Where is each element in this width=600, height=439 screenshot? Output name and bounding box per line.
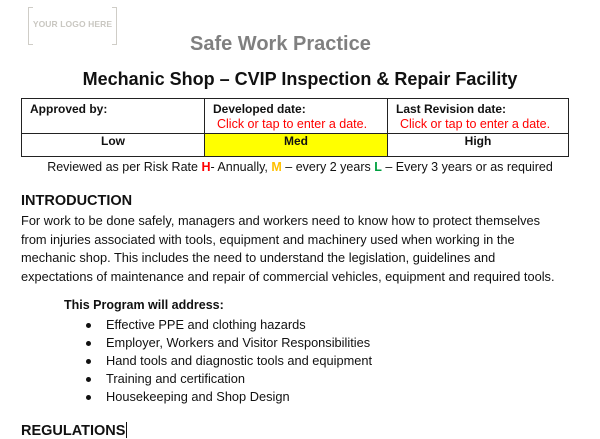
introduction-paragraph [21,212,591,286]
list-item-text: Effective PPE and clothing hazards [106,317,306,332]
document-category: Safe Work Practice [190,33,371,55]
meta-row-dates [22,99,569,134]
logo-text: YOUR LOGO HERE [32,19,113,29]
intro-line: For work to be done safely, managers and workers need to know how to protect themselves [21,213,541,228]
introduction-heading: INTRODUCTION [21,193,133,209]
risk-med-cell[interactable]: Med [205,134,388,157]
list-item [0,316,372,334]
text-cursor [126,422,127,438]
list-item-text: Training and certification [106,371,245,386]
risk-high-cell[interactable]: High [388,134,569,157]
review-schedule-text [0,160,600,174]
bullet-icon [86,377,91,382]
list-item [0,334,372,352]
intro-line: mechanic shop. This includes the need to understand the legislation, guidelines and [21,250,496,265]
logo-placeholder [28,7,117,45]
meta-row-risk [22,134,569,157]
regulations-heading-text: REGULATIONS [21,423,126,439]
risk-l-letter: L [374,160,382,174]
intro-line: from injuries associated with tools, equipment and machinery used when working in the [21,231,515,247]
program-list [0,316,372,406]
list-item-text: Employer, Workers and Visitor Responsibilities [106,335,371,350]
bullet-icon [86,341,91,346]
bullet-icon [86,359,91,364]
revision-date-cell [388,99,569,134]
risk-low-cell[interactable]: Low [22,134,205,157]
list-item [0,352,372,370]
developed-date-cell [205,99,388,134]
revision-date-label: Last Revision date: [396,102,507,116]
revision-date-picker[interactable]: Click or tap to enter a date. [400,117,551,131]
review-prefix: Reviewed as per Risk Rate [47,160,202,174]
list-item-text: Housekeeping and Shop Design [106,389,290,404]
regulations-heading[interactable] [21,422,127,439]
developed-date-picker[interactable]: Click or tap to enter a date. [217,117,368,131]
document-title: Mechanic Shop – CVIP Inspection & Repair Facility [82,69,518,89]
bullet-icon [86,395,91,400]
risk-h-text: - Annually, [210,160,272,174]
program-label: This Program will address: [64,298,224,312]
risk-h-letter: H [201,160,211,174]
intro-line: expectations of maintenance and repair of commercial vehicles, equipment and required tools. [21,268,555,284]
risk-m-letter: M [271,160,282,174]
risk-l-text: – Every 3 years or as required [381,160,553,174]
bullet-icon [86,323,91,328]
list-item-text: Hand tools and diagnostic tools and equipment [106,353,373,368]
approved-by-label: Approved by: [30,102,108,116]
approved-by-cell[interactable] [22,99,205,134]
list-item [0,370,372,388]
list-item [0,388,372,406]
developed-date-label: Developed date: [213,102,306,116]
document-meta-table [21,98,569,157]
risk-m-text: – every 2 years [281,160,375,174]
